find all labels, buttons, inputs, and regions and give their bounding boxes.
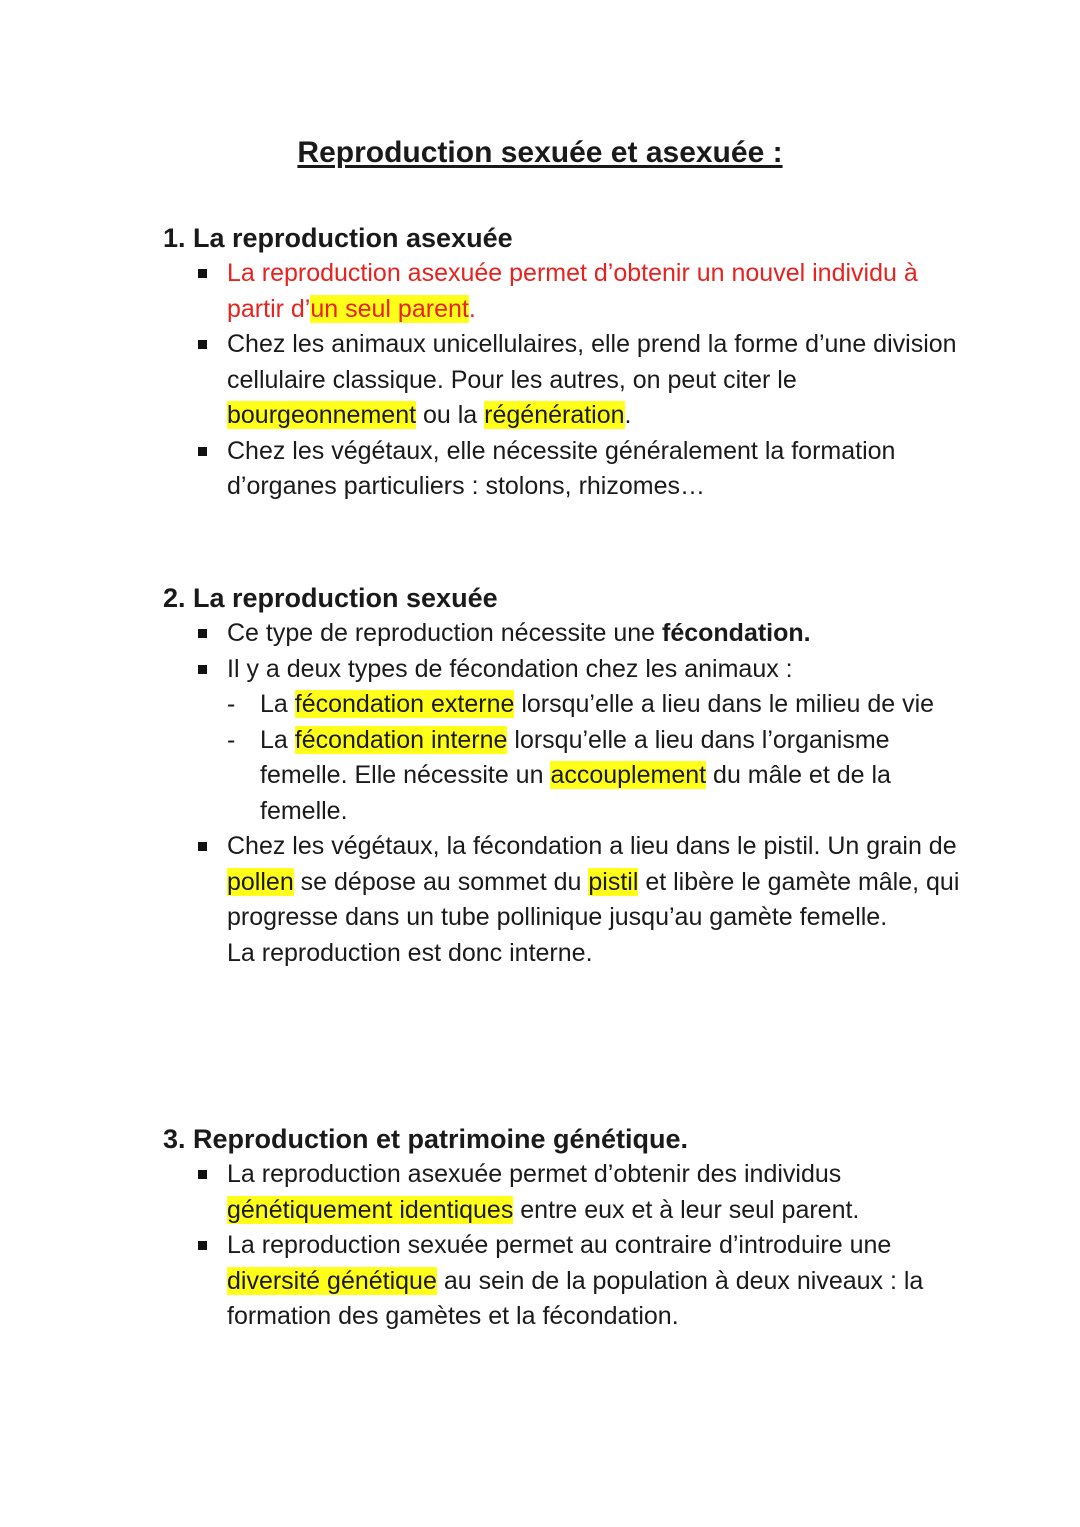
- text-run: La: [260, 725, 295, 754]
- text-run: au sein de la population à deux niveaux : la formation des gamètes et la fécondation.: [227, 1266, 924, 1330]
- dash-item: [227, 723, 963, 830]
- text-run: La: [260, 690, 295, 718]
- section-asexual: [163, 220, 963, 505]
- highlighted-term: fécondation interne: [294, 725, 508, 754]
- text-run: Ce type de reproduction nécessite une: [227, 619, 662, 647]
- text-run: ou la: [416, 401, 485, 429]
- dash-item: [227, 687, 963, 723]
- list-item: [163, 256, 963, 327]
- highlighted-term: un seul parent: [310, 294, 469, 323]
- highlighted-term: régénération: [484, 401, 625, 429]
- section-genetic-heritage: [163, 1121, 963, 1335]
- section-heading: 3. Reproduction et patrimoine génétique.: [163, 1124, 689, 1154]
- bullet-list: [163, 1157, 963, 1335]
- list-item: [163, 829, 963, 971]
- list-item: [163, 434, 963, 505]
- section-heading: 1. La reproduction asexuée: [163, 223, 513, 253]
- section-heading: 2. La reproduction sexuée: [163, 583, 498, 613]
- text-run: Chez les végétaux, elle nécessite généralement la formation d’organes particuliers : stolons, rhizomes…: [227, 436, 896, 500]
- square-bullet-icon: [198, 665, 207, 674]
- highlighted-term: pollen: [227, 867, 294, 896]
- square-bullet-icon: [198, 1170, 207, 1179]
- square-bullet-icon: [198, 340, 207, 349]
- highlighted-term: bourgeonnement: [227, 401, 417, 429]
- square-bullet-icon: [198, 1241, 207, 1250]
- list-item: [163, 1228, 963, 1335]
- text-run: et libère le gamète mâle, qui progresse dans un tube pollinique jusqu’au gamète femelle.: [227, 867, 960, 931]
- list-item: [163, 1157, 963, 1228]
- highlighted-term: diversité génétique: [227, 1266, 437, 1295]
- text-run: Chez les végétaux, la fécondation a lieu dans le pistil. Un grain de: [227, 832, 957, 860]
- text-run: .: [468, 294, 476, 323]
- text-run: lorsqu’elle a lieu dans l’organisme femelle. Elle nécessite un: [260, 725, 890, 789]
- dash-list: [227, 687, 963, 829]
- list-item: [163, 652, 963, 830]
- text-run: .: [624, 401, 632, 429]
- list-item: [163, 327, 963, 434]
- bold-term: fécondation.: [662, 619, 811, 647]
- square-bullet-icon: [198, 269, 207, 278]
- bullet-list: [163, 256, 963, 505]
- list-item: [163, 616, 963, 652]
- highlighted-term: fécondation externe: [294, 690, 515, 718]
- square-bullet-icon: [198, 447, 207, 456]
- text-run: Il y a deux types de fécondation chez les animaux :: [227, 654, 793, 683]
- text-run: La reproduction sexuée permet au contraire d’introduire une: [227, 1231, 892, 1259]
- text-run: Chez les animaux unicellulaires, elle prend la forme d’une division cellulaire classique. Pour les autres, on peut citer le: [227, 330, 957, 394]
- text-run: se dépose au sommet du: [293, 867, 589, 896]
- highlighted-term: génétiquement identiques: [227, 1195, 514, 1224]
- text-run: La reproduction asexuée permet d’obtenir un nouvel individu à partir d’: [227, 259, 918, 323]
- highlighted-term: pistil: [588, 867, 639, 896]
- highlighted-term: accouplement: [550, 761, 707, 789]
- page-title: Reproduction sexuée et asexuée :: [297, 136, 783, 169]
- section-sexual: [163, 580, 963, 971]
- square-bullet-icon: [198, 842, 207, 851]
- text-run: La reproduction asexuée permet d’obtenir des individus: [227, 1160, 842, 1188]
- text-run: entre eux et à leur seul parent.: [513, 1195, 860, 1224]
- bullet-list: [163, 616, 963, 971]
- text-run: du mâle et de la femelle.: [260, 761, 891, 825]
- text-run: lorsqu’elle a lieu dans le milieu de vie: [514, 690, 935, 718]
- dash-marker: -: [227, 725, 236, 754]
- square-bullet-icon: [198, 629, 207, 638]
- dash-marker: -: [227, 690, 236, 718]
- text-run: La reproduction est donc interne.: [227, 938, 593, 967]
